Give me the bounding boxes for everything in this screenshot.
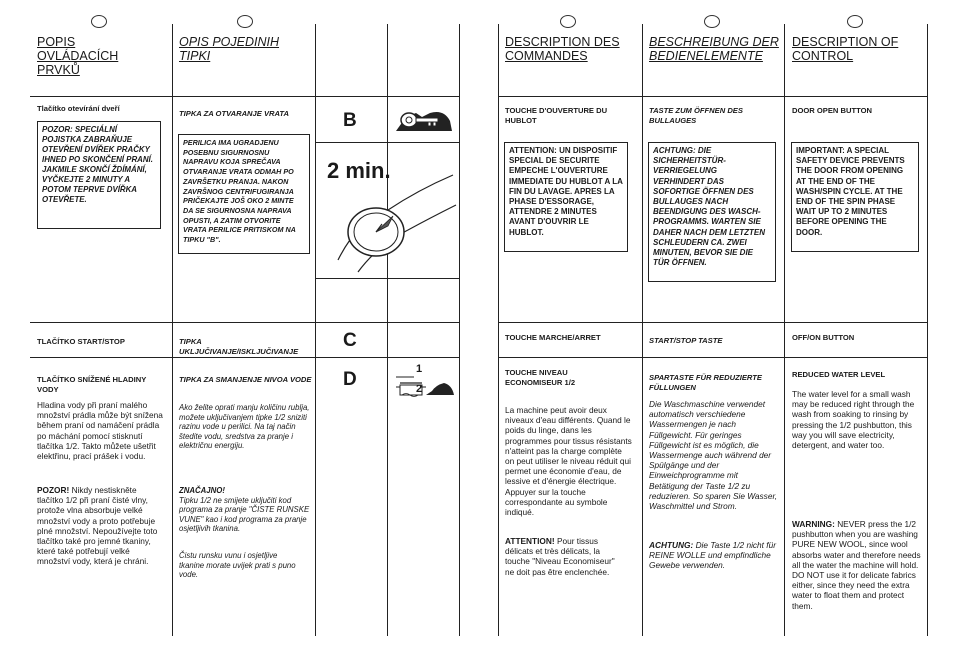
water-label-en: REDUCED WATER LEVEL xyxy=(792,370,886,379)
divider-left-4 xyxy=(459,24,460,636)
rule-right-2 xyxy=(498,322,928,323)
water-label-hr: TIPKA ZA SMANJENJE NIVOA VODE xyxy=(179,375,312,384)
water-warning-label-de: ACHTUNG: xyxy=(649,540,694,550)
water-warning-label-cz: POZOR! xyxy=(37,485,70,495)
timer-label: 2 min. xyxy=(327,158,391,183)
startstop-label-hr: TIPKA UKLJUČIVANJE/ISKLJUČIVANJE xyxy=(179,337,299,356)
water-warning-de xyxy=(649,540,779,571)
water-body-hr: Ako želite oprati manju količinu rublja, možete uključivanjem tipke 1/2 sniziti razinu vode u perilici. Na taj način štedite vodu, sredstva za pranje i električnu energiju. xyxy=(179,403,310,451)
letter-d: D xyxy=(343,369,357,390)
water-warning-en xyxy=(792,519,922,611)
water-label-fr: TOUCHE NIVEAU ECONOMISEUR 1/2 xyxy=(505,368,576,387)
divider-left-3 xyxy=(387,24,388,636)
header-hr: OPIS POJEDINIH TIPKI xyxy=(179,35,280,63)
divider-left-1 xyxy=(172,24,173,636)
water-warning-label-hr: ZNAČAJNO! xyxy=(179,486,225,495)
water-warning-fr xyxy=(505,536,615,577)
door-label-cz: Tlačítko otevírání dveří xyxy=(37,104,120,113)
rule-left-2 xyxy=(30,322,460,323)
water-warning-text-hr: Tipku 1/2 ne smijete uključiti kod programa za pranje "ČISTE RUNSKE VUNE" kao i kod programa za pranje osjetljivih tkanina. xyxy=(179,495,310,534)
header-de: BESCHREIBUNG DER BEDIENELEMENTE xyxy=(649,35,779,63)
water-warning-hr xyxy=(179,486,311,534)
door-label-hr: TIPKA ZA OTVARANJE VRATA xyxy=(179,109,289,118)
half-load-numerator: 1 xyxy=(416,363,423,375)
water-warning-text-de: Die Taste 1/2 nicht für REINE WOLLE und empfindliche Gewebe verwenden. xyxy=(649,540,776,571)
water-warning-text-fr: Pour tissus délicats et très délicats, la touche "Niveau Economiseur" ne doit pas être enclenchée. xyxy=(505,536,615,577)
divider-right-1 xyxy=(498,24,499,636)
rule-right-1 xyxy=(498,96,928,97)
divider-right-4 xyxy=(927,24,928,636)
door-warning-en: IMPORTANT: A SPECIAL SAFETY DEVICE PREVENTS THE DOOR FROM OPENING AT THE END OF THE WASH/SPIN CYCLE. AT THE END OF THE SPIN PHASE WAIT UP TO 2 MINUTES BEFORE OPENING THE DOOR. xyxy=(791,142,919,252)
header-cz: POPIS OVLÁDACÍCH PRVKŮ xyxy=(37,35,119,77)
header-en: DESCRIPTION OF CONTROL xyxy=(792,35,899,63)
water-label-cz: TLAČÍTKO SNÍŽENÉ HLADINY VODY xyxy=(37,375,147,394)
door-label-fr: TOUCHE D'OUVERTURE DU HUBLOT xyxy=(505,106,608,125)
binder-hole xyxy=(847,15,863,28)
door-warning-hr: PERILICA IMA UGRADJENU POSEBNU SIGURNOSNU NAPRAVU KOJA SPREČAVA OTVARANJE VRATA ODMAH PO ZAVRŠETKU PRANJA. NAKON ZAVRŠNOG CENTRIFUGIRANJA PRIČEKAJTE JOŠ OKO 2 MINTE DA SE SIGURNOSNA NAPRAVA OPUSTI, A ZATIM OTVORITE VRATA PERILICE PRITISKOM NA TIPKU "B". xyxy=(178,134,310,254)
letter-c: C xyxy=(343,330,357,351)
water-body-en: The water level for a small wash may be reduced right through the wash from soaking to rinsing by pressing the 1/2 pushbutton, this way you will save electricity, detergent, and water too. xyxy=(792,389,915,451)
divider-left-2 xyxy=(315,24,316,636)
door-open-key-icon xyxy=(392,103,456,135)
divider-right-2 xyxy=(642,24,643,636)
binder-hole xyxy=(237,15,253,28)
water-warning-text-en: NEVER press the 1/2 pushbutton when you are washing PURE NEW WOOL, since wool absorbs water and therefore needs all the water the machine will hold. DO NOT use it for delicate fabrics either, since they need the extra water to float them and protect them. xyxy=(792,519,921,611)
half-load-denominator: 2 xyxy=(416,383,423,395)
header-fr: DESCRIPTION DES COMMANDES xyxy=(505,35,620,63)
startstop-label-fr: TOUCHE MARCHE/ARRET xyxy=(505,333,601,342)
water-warning-cz xyxy=(37,485,165,567)
startstop-label-de: START/STOP TASTE xyxy=(649,336,723,345)
water-warning-text-cz: Nikdy nestiskněte tlačítko 1/2 při praní čisté vlny, protože vlna absorbuje velké množství vody a proto potřebuje plné množství. Nepoužívejte toto tlačítko také pro jemné tkaniny, které také potřebují velké množství vody, která je chráni. xyxy=(37,485,158,567)
binder-hole xyxy=(704,15,720,28)
water-label-de: SPARTASTE FÜR REDUZIERTE FÜLLUNGEN xyxy=(649,373,762,392)
water-body-fr: La machine peut avoir deux niveaux d'eau différents. Quand le poids du linge, dans les programmes pour tissus résistants n'atteint pas la charge complète on peut utiliser le niveau réduit qui permet une économie d'eau, de lessive et d'énergie électrique. Appuyer sur la touche correspondante au symbole indiqué. xyxy=(505,405,632,518)
door-warning-fr: ATTENTION: UN DISPOSITIF SPECIAL DE SECURITE EMPECHE L'OUVERTURE IMMEDIATE DU HUBLOT A LA FIN DU LAVAGE. APRES LA PHASE D'ESSORAGE, ATTENDRE 2 MINUTES AVANT D'OUVRIR LE HUBLOT. xyxy=(504,142,628,252)
water-body-cz: Hladina vody při praní malého množství prádla může být snížena během praní od namáčení prádla po máchání pomocí stisknutí tlačítka 1/2. Takto můžete ušetřit elektřinu, prací prášek i vodu. xyxy=(37,400,163,462)
door-label-de: TASTE ZUM ÖFFNEN DES BULLAUGES xyxy=(649,106,743,125)
water-warning-label-en: WARNING: xyxy=(792,519,835,529)
water-warning-text2-hr: Čistu runsku vunu i osjetljive tkanine morate uvijek prati s puno vode. xyxy=(179,551,296,580)
rule-left-3 xyxy=(30,357,460,358)
half-load-icon xyxy=(392,363,456,397)
rule-right-3 xyxy=(498,357,928,358)
door-warning-cz: POZOR: SPECIÁLNÍ POJISTKA ZABRAŇUJE OTEVŘENÍ DVÍŘEK PRAČKY IHNED PO SKONČENÍ PRANÍ. JAKMILE SKONČÍ ŽDÍMÁNÍ, VYČKEJTE 2 MINUTY A POTOM TEPRVE DVÍŘKA OTEVŘETE. xyxy=(37,121,161,229)
water-body-de: Die Waschmaschine verwendet automatisch verschiedene Wassermengen je nach Füllgewicht. Für geringes Füllgewicht ist es möglich, die Wassermenge auch während der Spülgänge und der Einweichprogramme mit Betätigung der Taste 1/2 zu reduzieren. So sparen Sie Wasser, Waschmittel und Strom. xyxy=(649,399,778,512)
startstop-label-en: OFF/ON BUTTON xyxy=(792,333,855,342)
binder-hole xyxy=(560,15,576,28)
startstop-label-cz: TLAČÍTKO START/STOP xyxy=(37,337,125,346)
binder-hole xyxy=(91,15,107,28)
divider-right-3 xyxy=(784,24,785,636)
wristwatch-icon xyxy=(318,150,458,275)
rule-left-1 xyxy=(30,96,460,97)
door-label-en: DOOR OPEN BUTTON xyxy=(792,106,873,115)
letter-b: B xyxy=(343,110,357,131)
door-warning-de: ACHTUNG: DIE SICHERHEITSTÜR-VERRIEGELUNG VERHINDERT DAS SOFORTIGE ÖFFNEN DES BULLAUGES NACH BEENDIGUNG DES WASCH-PROGRAMMS. WARTEN SIE DAHER NACH DEM LETZTEN SCHLEUDERN CA. ZWEI MINUTEN, BEVOR SIE DIE TÜR ÖFFNEN. xyxy=(648,142,776,282)
water-warning-label-fr: ATTENTION! xyxy=(505,536,555,546)
